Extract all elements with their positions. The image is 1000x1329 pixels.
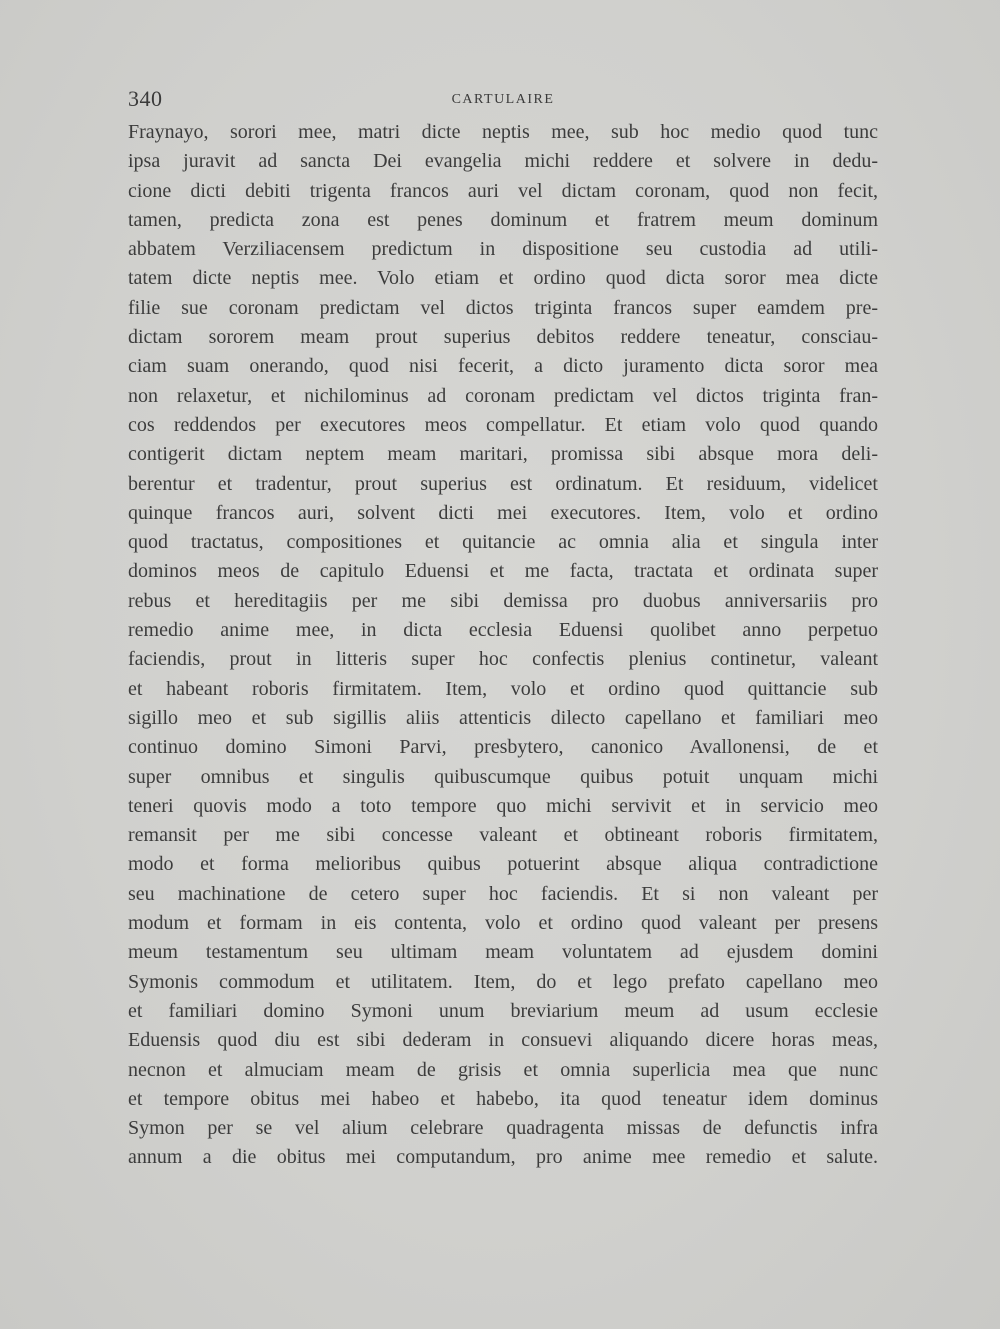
text-line: non relaxetur, et nichilominus ad coronam predictam vel dictos triginta fran- <box>128 384 878 407</box>
page-number: 340 <box>128 86 163 111</box>
text-line: tatem dicte neptis mee. Volo etiam et ordino quod dicta soror mea dicte <box>128 267 878 290</box>
text-line: quod tractatus, compositiones et quitancie ac omnia alia et singula inter <box>128 531 878 554</box>
text-line: remansit per me sibi concesse valeant et obtineant roboris firmitatem, <box>128 824 878 847</box>
running-title: CARTULAIRE <box>451 92 555 107</box>
text-line: necnon et almuciam meam de grisis et omnia superlicia mea que nunc <box>128 1058 878 1081</box>
text-line: annum a die obitus mei computandum, pro anime mee remedio et salute. <box>128 1146 878 1169</box>
text-line: tamen, predicta zona est penes dominum et fratrem meum dominum <box>128 208 878 231</box>
text-line: dictam sororem meam prout superius debitos reddere teneatur, consciau- <box>128 326 878 349</box>
running-head <box>128 86 878 116</box>
text-line: berentur et tradentur, prout superius est ordinatum. Et residuum, videlicet <box>128 472 878 495</box>
text-line: teneri quovis modo a toto tempore quo michi servivit et in servicio meo <box>128 794 878 817</box>
text-line: modum et formam in eis contenta, volo et ordino quod valeant per presens <box>128 912 878 935</box>
text-line: Symon per se vel alium celebrare quadragenta missas de defunctis infra <box>128 1117 878 1140</box>
text-line: meum testamentum seu ultimam meam voluntatem ad ejusdem domini <box>128 941 878 964</box>
text-line: seu machinatione de cetero super hoc faciendis. Et si non valeant per <box>128 882 878 905</box>
text-line: ipsa juravit ad sancta Dei evangelia michi reddere et solvere in dedu- <box>128 150 878 173</box>
text-line: dominos meos de capitulo Eduensi et me facta, tractata et ordinata super <box>128 560 878 583</box>
text-line: rebus et hereditagiis per me sibi demissa pro duobus anniversariis pro <box>128 589 878 612</box>
text-line: quinque francos auri, solvent dicti mei executores. Item, volo et ordino <box>128 501 878 524</box>
text-line: sigillo meo et sub sigillis aliis attenticis dilecto capellano et familiari meo <box>128 706 878 729</box>
text-line: modo et forma melioribus quibus potuerint absque aliqua contradictione <box>128 853 878 876</box>
text-line: et habeant roboris firmitatem. Item, volo et ordino quod quittancie sub <box>128 677 878 700</box>
text-line: remedio anime mee, in dicta ecclesia Eduensi quolibet anno perpetuo <box>128 619 878 642</box>
text-line: cione dicti debiti trigenta francos auri vel dictam coronam, quod non fecit, <box>128 179 878 202</box>
text-line: cos reddendos per executores meos compellatur. Et etiam volo quod quando <box>128 413 878 436</box>
text-line: et tempore obitus mei habeo et habebo, ita quod teneatur idem dominus <box>128 1087 878 1110</box>
text-line: Eduensis quod diu est sibi dederam in consuevi aliquando dicere horas meas, <box>128 1029 878 1052</box>
text-line: et familiari domino Symoni unum breviarium meum ad usum ecclesie <box>128 999 878 1022</box>
text-line: filie sue coronam predictam vel dictos triginta francos super eamdem pre- <box>128 296 878 319</box>
body-text <box>128 118 878 1173</box>
text-line: ciam suam onerando, quod nisi fecerit, a dicto juramento dicta soror mea <box>128 355 878 378</box>
text-line: Fraynayo, sorori mee, matri dicte neptis mee, sub hoc medio quod tunc <box>128 121 878 143</box>
text-line: abbatem Verziliacensem predictum in dispositione seu custodia ad utili- <box>128 238 878 261</box>
text-line: contigerit dictam neptem meam maritari, promissa sibi absque mora deli- <box>128 443 878 466</box>
text-line: faciendis, prout in litteris super hoc confectis plenius continetur, valeant <box>128 648 878 671</box>
text-line: Symonis commodum et utilitatem. Item, do et lego prefato capellano meo <box>128 970 878 993</box>
text-line: super omnibus et singulis quibuscumque quibus potuit unquam michi <box>128 765 878 788</box>
text-line: continuo domino Simoni Parvi, presbytero, canonico Avallonensi, de et <box>128 736 878 759</box>
